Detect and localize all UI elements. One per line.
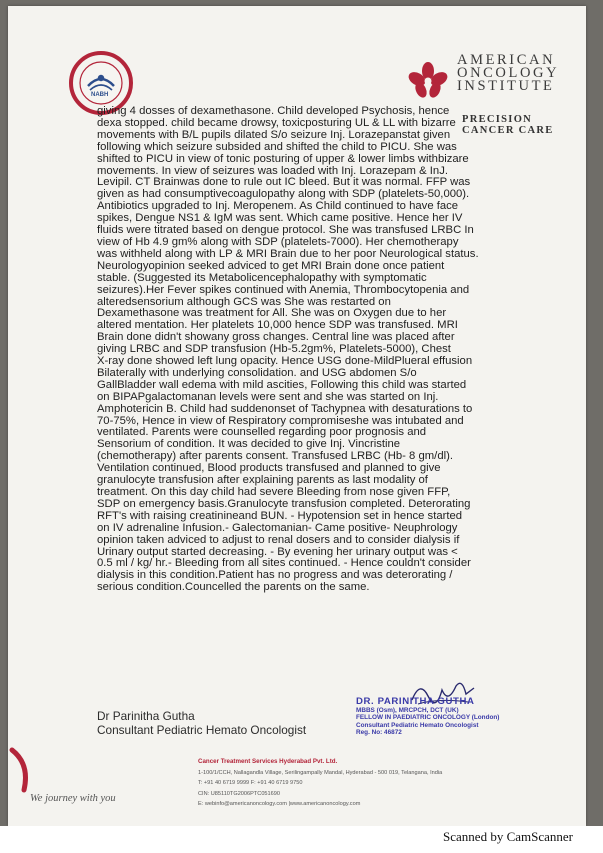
doctor-stamp [356, 696, 546, 737]
footer-address: 1-100/1/CCH, Nallagandla Village, Serilingampally Mandal, Hyderabad - 500 019, Telangana, India [198, 769, 443, 776]
text-line: X-ray done showed left lung opacity. Hence USG done-MildPlueral effusion [97, 355, 473, 368]
document-page [8, 6, 586, 826]
text-line: stable. (Suggested its Metabolicencephalopathy with symptomatic [97, 271, 427, 284]
clinical-summary-text [97, 106, 537, 594]
logo-tagline: PRECISION CANCER CARE [462, 114, 554, 136]
doctor-name: Dr Parinitha Gutha [97, 709, 195, 723]
text-line: alteredsensorium although GCS was She was restarted on [97, 295, 391, 308]
stamp-qualifications: MBBS (Osm), MRCPCH, DCT (UK) [356, 707, 459, 714]
hibiscus-logo-icon [405, 60, 451, 100]
text-line: Antibiotics upgraded to Inj. Meropenem. As Child continued to have face [97, 200, 459, 213]
logo-line-1: AMERICAN [457, 52, 556, 68]
text-line: given as had consumptivecoagulopathy along with SDP (platelets-50,000). [97, 188, 470, 201]
text-line: treatment. On this day child had severe Bleeding from nose given FFP, [97, 486, 451, 498]
text-line: on IV adrenaline Infusion.- Galectomanian- Came positive- Neuphrology [97, 521, 458, 534]
text-line: view of Hb 4.9 gm% along with SDP (platelets-7000). Her chemotherapy [97, 235, 459, 248]
text-line: Dexamethasone was treatment for All. She was on Oxygen due to her [97, 307, 447, 320]
seal-label: NABH [91, 92, 109, 98]
text-line: Levipil. CT Brainwas done to rule out IC bleed. But it was normal. FFP was [97, 176, 471, 189]
footer-slogan: We journey with you [30, 793, 116, 804]
text-line: movements with B/L pupils dilated S/o seizure Inj. Lorazepanstat given [97, 128, 451, 141]
text-line: fluids were titrated based on dengue protocol. She was transfused LRBC In [97, 224, 474, 237]
text-line: granulocyte transfusion after explaining parents as last modality of [97, 474, 428, 487]
text-line: on BIPAPgalactomanan levels were sent and she was started on Inj. [97, 390, 439, 403]
swoosh-decoration-icon [8, 746, 38, 796]
text-line: 0.5 ml / kg/ hr.- Bleeding from all sites continued. - Hence couldn't consider [97, 557, 471, 570]
text-line: Urinary output started decreasing. - By evening her urinary output was < [97, 545, 458, 558]
text-line: giving LRBC and SDP transfusion (Hb-5.2gm%, Platelets-5000), Chest [97, 343, 451, 356]
stamp-name: DR. PARINITHA GUTHA [356, 696, 475, 707]
signature-block [97, 709, 306, 737]
text-line: Ventilation continued, Blood products transfused and planned to give [97, 462, 441, 475]
text-line: ventilated. Parents were counselled regarding poor prognosis and [97, 426, 427, 439]
text-line: Bilaterally with underlying consolidation. and USG abdomen S/o [97, 366, 417, 379]
footer-cin: CIN: U85110TG2006PTC051690 [198, 790, 280, 797]
text-line: seizures).Her Fever spikes continued with Anemia, Thrombocytopenia and [97, 283, 470, 296]
stamp-designation: Consultant Pediatric Hemato Oncologist [356, 721, 479, 729]
text-line: dialysis in this condition.Patient has no progress and was deterorating / [97, 569, 453, 582]
text-line: altered mentation. Her platelets 10,000 hence SDP was transfused. MRI [97, 319, 458, 332]
scanner-watermark: Scanned by CamScanner [443, 829, 573, 844]
text-line: (chemotherapy) after parents consent. Transfused LRBC (Hb- 8 gm/dl). [97, 450, 454, 463]
logo-wordmark [457, 54, 586, 93]
text-line: Amphotericin B. Child had suddenonset of Tachypnea with desaturations to [97, 402, 473, 415]
text-line: Sensorium of condition. It was decided to give Inj. Vincristine [97, 438, 401, 451]
doctor-title: Consultant Pediatric Hemato Oncologist [97, 723, 307, 737]
text-line: shifted to PICU in view of tonic posturing of upper & lower limbs withbizare [97, 152, 469, 165]
text-line: following which seizure subsided and shifted the child to PICU. She was [97, 140, 457, 153]
logo-line-3: INSTITUTE [457, 78, 555, 94]
stamp-fellowship: FELLOW IN PAEDIATRIC ONCOLOGY (London) [356, 714, 500, 722]
stamp-reg-number: Reg. No: 46872 [356, 729, 402, 737]
text-line: giving 4 dosses of dexamethasone. Child developed Psychosis, hence [97, 105, 450, 117]
footer-contact [198, 757, 586, 810]
logo-line-2: ONCOLOGY [457, 65, 560, 81]
text-line: GallBladder wall edema with mild ascities, Following this child was started [97, 378, 467, 391]
text-line: SDP on emergency basis.Granulocyte transfusion completed. Deterorating [97, 497, 471, 510]
text-line: dexa stopped. child became drowsy, toxicposturing UL & LL with bizarre [97, 116, 456, 129]
text-line: opinion taken adviced to adjust to renal dosers and to consider dialysis if [97, 533, 460, 546]
text-line: RFT's with raising creatinineand BUN. - Hypotension set in hence started [97, 509, 463, 522]
footer-web: E: webinfo@americanoncology.com |www.americanoncology.com [198, 801, 361, 807]
text-line: 70-75%, Hence in view of Respiratory compromiseshe was intubated and [97, 414, 464, 427]
text-line: Neurologyopinion seeked adviced to get MRI Brain done once patient [97, 259, 445, 272]
footer-company: Cancer Treatment Services Hyderabad Pvt. Ltd. [198, 758, 338, 765]
text-line: spikes, Dengue NS1 & IgM was sent. Which came positive. Hence her IV [97, 212, 463, 225]
text-line: serious condition.Councelled the parents on the same. [97, 581, 370, 594]
text-line: movements. In view of seizures was loaded with Inj. Lorazepam & InJ. [97, 164, 448, 177]
text-line: was withheld along with LP & MRI Brain due to her poor Neurological status. [97, 247, 479, 260]
footer-phone: T: +91 40 6719 9999 F: +91 40 6719 9750 [198, 780, 303, 786]
text-line: Brain done didn't showany gross changes. Central line was placed after [97, 331, 455, 344]
